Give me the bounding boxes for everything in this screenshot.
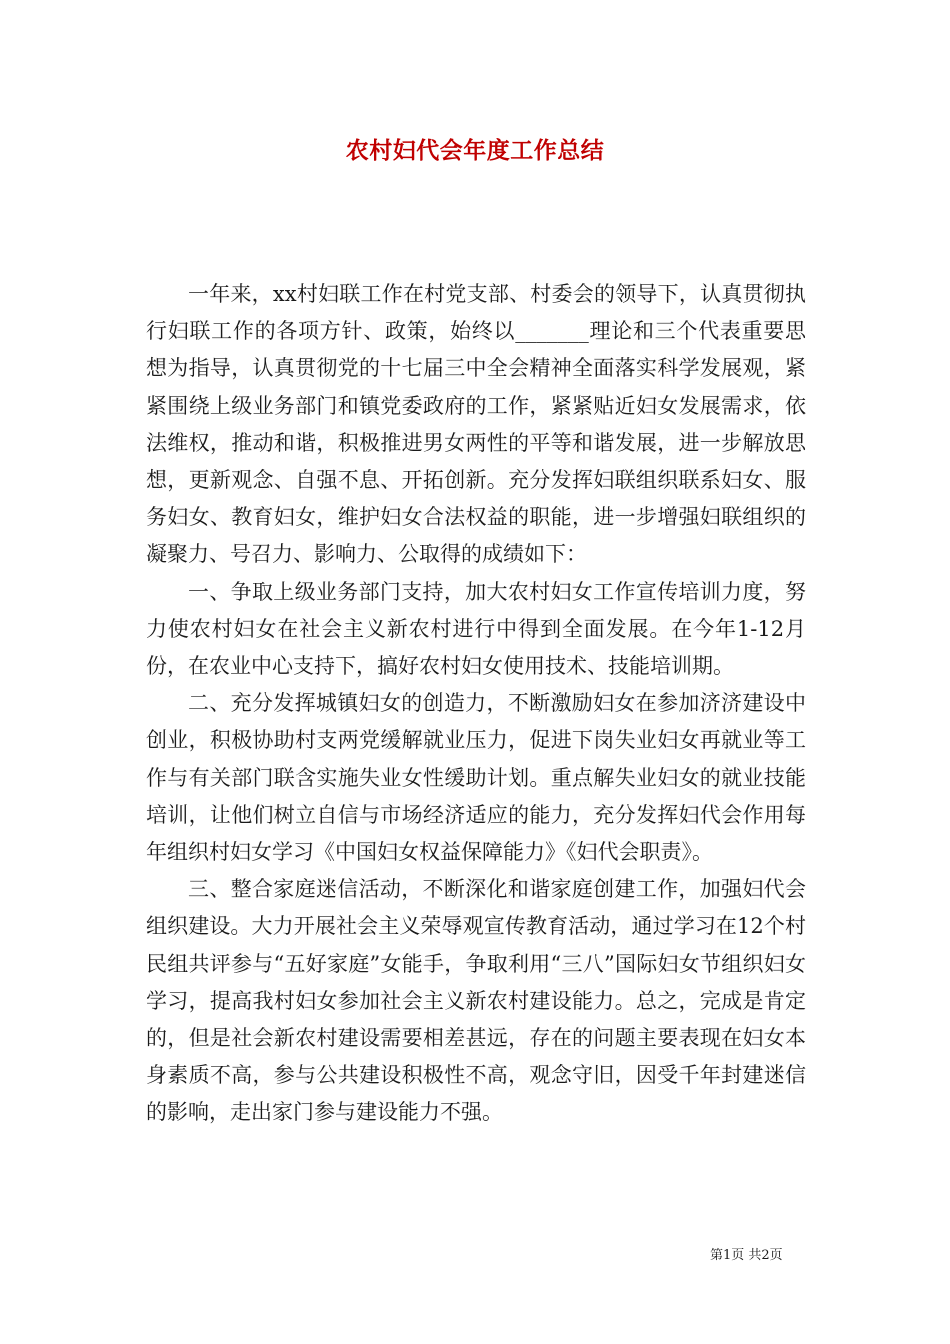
document-title: 农村妇代会年度工作总结 bbox=[345, 138, 605, 164]
paragraph-section-2: 二、充分发挥城镇妇女的创造力，不断激励妇女在参加济济建设中创业，积极协助村支两党缓解就业压力，促进下岗失业妇女再就业等工作与有关部门联含实施失业女性缓助计划。重点解失业妇女的就业技能培训，让他们树立自信与市场经济适应的能力，充分发挥妇代会作用每年组织村妇女学习《中国妇女权益保障能力》《妇代会职责》。 bbox=[146, 691, 806, 865]
paragraph-section-3: 三、整合家庭迷信活动，不断深化和谐家庭创建工作，加强妇代会组织建设。大力开展社会主义荣辱观宣传教育活动，通过学习在12个村民组共评参与“五好家庭”女能手，争取利用“三八”国际妇女节组织妇女学习，提高我村妇女参加社会主义新农村建设能力。总之，完成是肯定的，但是社会新农村建设需要相差甚远，存在的问题主要表现在妇女本身素质不高，参与公共建设积极性不高，观念守旧，因受千年封建迷信的影响，走出家门参与建设能力不强。 bbox=[146, 877, 806, 1125]
paragraph-intro: 一年来，xx村妇联工作在村党支部、村委会的领导下，认真贯彻执行妇联工作的各项方针、政策，始终以_______理论和三个代表重要思想为指导，认真贯彻党的十七届三中全会精神全面落实科学发展观，紧紧围绕上级业务部门和镇党委政府的工作，紧紧贴近妇女发展需求，依法维权，推动和谐，积极推进男女两性的平等和谐发展，进一步解放思想，更新观念、自强不息、开拓创新。充分发挥妇联组织联系妇女、服务妇女、教育妇女，维护妇女合法权益的职能，进一步增强妇联组织的凝聚力、号召力、影响力、公取得的成绩如下： bbox=[146, 282, 806, 567]
page-number-footer: 第1页 共2页 bbox=[710, 1248, 783, 1263]
document-body bbox=[146, 276, 806, 1132]
paragraph-section-1: 一、争取上级业务部门支持，加大农村妇女工作宣传培训力度，努力使农村妇女在社会主义新农村进行中得到全面发展。在今年1-12月份，在农业中心支持下，搞好农村妇女使用技术、技能培训期。 bbox=[146, 579, 806, 679]
